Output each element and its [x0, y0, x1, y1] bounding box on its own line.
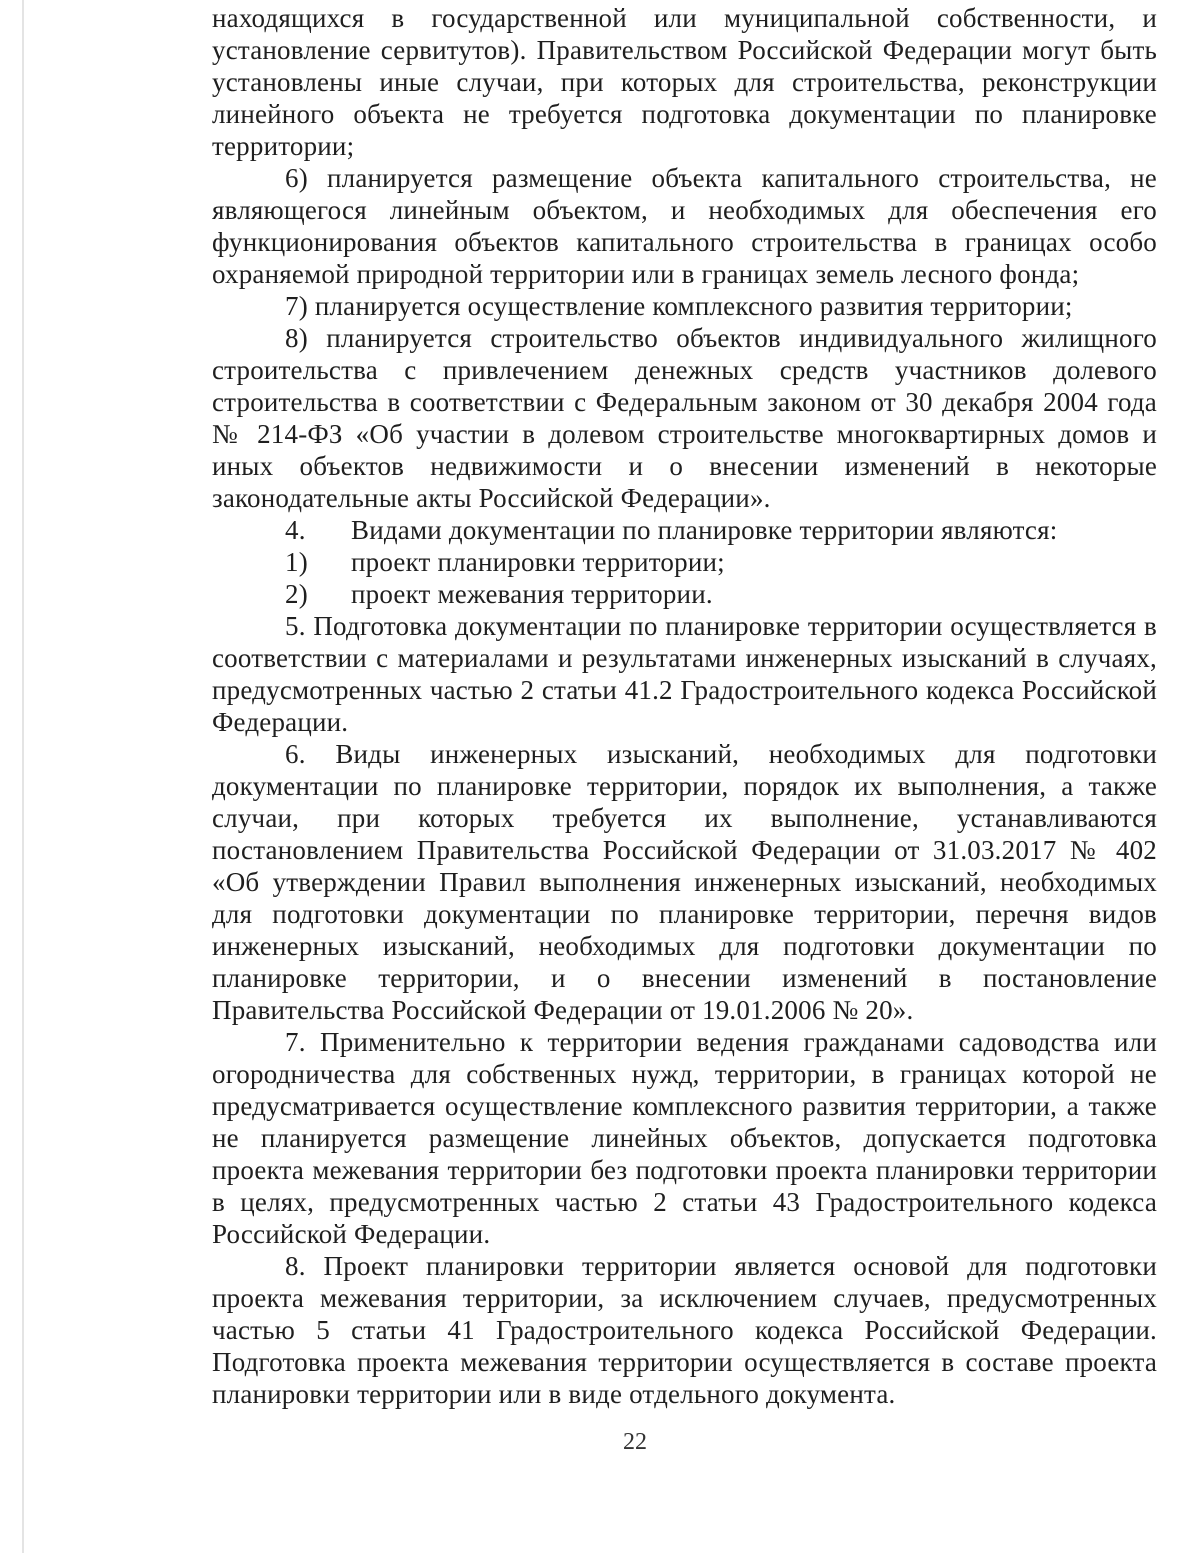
scan-edge [22, 0, 24, 1553]
paragraph-section-8: 8. Проект планировки территории является основой для подготовки проекта межевания территории, за исключением случаев, предусмотренных частью 5 статьи 41 Градостроительного кодекса Российской Федерации. Подготовка проекта межевания территории осуществляется в составе проекта планировки территории или в виде отдельного документа. [212, 1251, 1157, 1409]
paragraph-section-6: 6. Виды инженерных изысканий, необходимых для подготовки документации по планировке территории, порядок их выполнения, а также случаи, при которых требуется их выполнение, устанавливаются постановлением Правительства Российской Федерации от 31.03.2017 № 402 «Об утверждении Правил выполнения инженерных изысканий, необходимых для подготовки документации по планировке территории, перечня видов инженерных изысканий, необходимых для подготовки документации по планировке территории, и о внесении изменений в постановление Правительства Российской Федерации от 19.01.2006 № 20». [212, 739, 1157, 1025]
section-4-heading [212, 514, 1157, 546]
paragraph-continuation: находящихся в государственной или муниципальной собственности, и установление сервитутов). Правительством Российской Федерации могут быть установлены иные случаи, при которых для строительства, реконструкции линейного объекта не требуется подготовка документации по планировке территории; [212, 3, 1157, 161]
section-4-number: 4. [285, 515, 306, 545]
paragraph-item-6: 6) планируется размещение объекта капитального строительства, не являющегося линейным объектом, и необходимых для обеспечения его функционирования объектов капитального строительства в границах особо охраняемой природной территории или в границах земель лесного фонда; [212, 163, 1157, 289]
list-item-number: 2) [285, 579, 308, 609]
list-item-text: проект планировки территории; [351, 547, 725, 577]
page-number: 22 [623, 1429, 647, 1455]
document-page [212, 2, 1157, 1410]
list-item [212, 546, 1157, 578]
list-item [212, 578, 1157, 610]
paragraph-item-7: 7) планируется осуществление комплексного развития территории; [285, 291, 1073, 321]
list-item-text: проект межевания территории. [351, 579, 713, 609]
paragraph-section-5: 5. Подготовка документации по планировке территории осуществляется в соответствии с материалами и результатами инженерных изысканий в случаях, предусмотренных частью 2 статьи 41.2 Градостроительного кодекса Российской Федерации. [212, 611, 1157, 737]
list-item-number: 1) [285, 547, 308, 577]
paragraph-section-7: 7. Применительно к территории ведения гражданами садоводства или огородничества для собственных нужд, территории, в границах которой не предусматривается осуществление комплексного развития территории, а также не планируется размещение линейных объектов, допускается подготовка проекта межевания территории без подготовки проекта планировки территории в целях, предусмотренных частью 2 статьи 43 Градостроительного кодекса Российской Федерации. [212, 1027, 1157, 1249]
section-4-text: Видами документации по планировке территории являются: [351, 515, 1058, 545]
paragraph-item-8: 8) планируется строительство объектов индивидуального жилищного строительства с привлечением денежных средств участников долевого строительства в соответствии с Федеральным законом от 30 декабря 2004 года № 214-ФЗ «Об участии в долевом строительстве многоквартирных домов и иных объектов недвижимости и о внесении изменений в некоторые законодательные акты Российской Федерации». [212, 323, 1157, 513]
